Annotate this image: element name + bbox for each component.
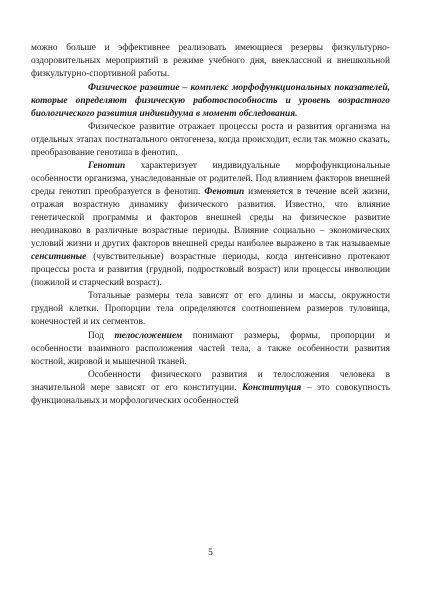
paragraph-intro-continuation [31,42,390,81]
term-body-build: телосложением [114,330,183,341]
paragraph-constitution [31,369,390,408]
text-segment: понимают размеры, формы, пропорции и особенности взаимного расположения частей тела, а также особенности развития костной, жировой и мышечной тканей. [31,330,390,367]
text-segment: – это совокупность функциональных и морфологических особенностей [31,382,390,406]
term-sensitive: сенситивные [31,252,87,263]
text-segment: можно больше и эффективнее реализовать имеющиеся резервы физкультурно-оздоровительных мероприятий в режиме учебного дня, внеклассной и внешкольной физкультурно-спортивной работы. [31,43,390,80]
paragraph-processes-of-growth [31,121,390,160]
text-segment: Тотальные размеры тела зависят от его длины и массы, окружности грудной клетки. Пропорции тела определяются соотношением размеров туловища, конечностей и их сегментов. [31,291,390,328]
text-segment: характеризует индивидуальные морфофункциональные особенности организма, унаследованные от родителей. Под влиянием факторов внешней среды генотип преобразуется в фенотип. [31,160,390,198]
text-segment: Под [88,330,115,341]
page-number: 5 [208,548,213,558]
text-segment: Особенности физического развития и телосложения человека в значительной мере зависят от его конституции. [31,369,390,393]
paragraph-body-build [31,330,390,369]
definition-text: Физическое развитие – комплекс морфофункциональных показателей, которые определяют физическую работоспособность и уровень возрастного биологического развития индивидуума в момент обследования. [31,82,390,119]
text-segment: (чувствительные) возрастные периоды, когда интенсивно протекают процессы роста и развития (грудной, подростковый возраст) или процессы инволюции (пожилой и старческий возраст). [31,252,390,289]
text-segment: Физическое развитие отражает процессы роста и развития организма на отдельных этапах постнатального онтогенеза, когда происходит, если так можно сказать, преобразование генотипа в фенотип. [31,121,390,158]
paragraph-body-sizes [31,290,390,329]
term-constitution: Конституция [242,382,302,393]
paragraph-genotype [31,160,390,290]
term-phenotype: Фенотип [204,187,245,198]
term-genotype: Генотип [88,160,126,171]
text-segment: изменяется в течение всей жизни, отражая возрастную динамику физического развития. Известно, что влияние генетической программы и факторов внешней среды на физическое развитие неодинаково в различные возрастные периоды. Влияние социально – экономических условий жизни и других факторов внешней среды наиболее выражено в так называемые [31,187,391,250]
paragraph-definition-physical-development [31,82,390,121]
